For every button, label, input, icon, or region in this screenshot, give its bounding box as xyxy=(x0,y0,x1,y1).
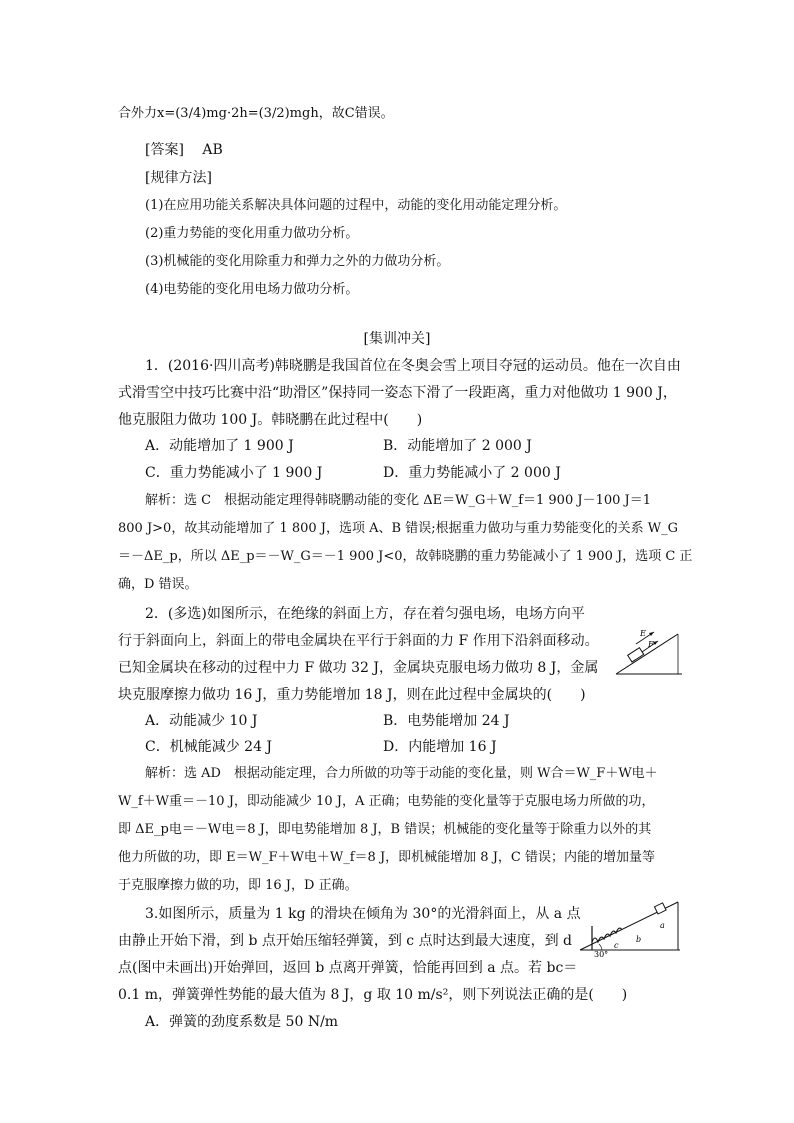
top-formula-line: 合外力x=(3/4)mg·2h=(3/2)mgh，故C错误。 xyxy=(118,106,394,121)
metal-block xyxy=(628,648,644,662)
q1-solution-4: 确，D 错误。 xyxy=(118,577,198,592)
q2-line-2: 行于斜面向上，斜面上的带电金属块在平行于斜面的力 F 作用下沿斜面移动。 xyxy=(118,633,599,649)
q2-solution-4: 他力所做的功，即 E＝W_F＋W电＋W_f＝8 J，即机械能增加 8 J，C 错误；内能的增加量等 xyxy=(118,850,655,865)
method-4: (4)电势能的变化用电场力做功分析。 xyxy=(145,282,359,297)
spring xyxy=(592,928,622,942)
field-e-arrowhead xyxy=(649,632,654,636)
q2-line-1: 2．(多选)如图所示，在绝缘的斜面上方，存在着匀强电场，电场方向平 xyxy=(145,606,585,622)
q2-solution-2: W_f＋W重＝－10 J，即动能减少 10 J，A 正确；电势能的变化量等于克服电场力所做的功， xyxy=(118,794,655,809)
q1-solution-2: 800 J>0，故其动能增加了 1 800 J，选项 A、B 错误;根据重力做功与重力势能变化的关系 W_G xyxy=(118,521,678,536)
label-e: E xyxy=(640,629,646,638)
q2-option-d: D．内能增加 16 J xyxy=(383,739,497,755)
method-title: [规律方法] xyxy=(145,170,212,186)
method-1: (1)在应用功能关系解决具体问题的过程中，动能的变化用动能定理分析。 xyxy=(145,198,567,213)
q3-line-2: 由静止开始下滑，到 b 点开始压缩轻弹簧，到 c 点时达到最大速度，到 d xyxy=(118,933,573,949)
q2-incline-figure xyxy=(612,630,684,678)
q1-solution-1: 解析：选 C 根据动能定理得韩晓鹏动能的变化 ΔE＝W_G＋W_f＝1 900 J－100 J＝1 xyxy=(145,493,651,508)
q3-line-1: 3.如图所示，质量为 1 kg 的滑块在倾角为 30°的光滑斜面上，从 a 点 xyxy=(145,906,581,922)
q2-solution-1: 解析：选 AD 根据动能定理，合力所做的功等于动能的变化量，则 W合＝W_F＋W电＋ xyxy=(145,766,658,781)
q1-option-c: C．重力势能减小了 1 900 J xyxy=(145,465,323,481)
q3-spring-figure xyxy=(578,898,684,959)
q2-option-b: B．电势能增加 24 J xyxy=(383,713,510,729)
q1-option-a: A．动能增加了 1 900 J xyxy=(145,438,294,454)
incline-line xyxy=(616,634,678,674)
q2-option-c: C．机械能减少 24 J xyxy=(145,739,273,755)
label-f: F xyxy=(648,640,654,649)
q3-line-4: 0.1 m，弹簧弹性势能的最大值为 8 J，g 取 10 m/s²，则下列说法正确的是( ) xyxy=(118,987,628,1003)
q2-solution-5: 于克服摩擦力做的功，即 16 J，D 正确。 xyxy=(118,878,358,893)
q2-line-3: 已知金属块在移动的过程中力 F 做功 32 J，金属块克服电场力做功 8 J，金属 xyxy=(118,660,599,676)
q2-line-4: 块克服摩擦力做功 16 J，重力势能增加 18 J，则在此过程中金属块的( ) xyxy=(118,687,586,703)
answer-label: [答案] xyxy=(145,142,184,158)
section-title: [集训冲关] xyxy=(363,331,431,347)
q1-option-b: B．动能增加了 2 000 J xyxy=(383,438,532,454)
label-angle: 30° xyxy=(594,950,609,959)
q1-option-d: D．重力势能减小了 2 000 J xyxy=(383,465,561,481)
method-2: (2)重力势能的变化用重力做功分析。 xyxy=(145,226,359,241)
answer-value: AB xyxy=(202,142,223,158)
q1-line-3: 他克服阻力做功 100 J。韩晓鹏在此过程中( ) xyxy=(118,412,423,428)
label-a: a xyxy=(660,921,665,930)
label-b: b xyxy=(636,935,642,944)
q3-line-3: 点(图中未画出)开始弹回，返回 b 点离开弹簧，恰能再回到 a 点。若 bc＝ xyxy=(118,960,578,976)
q1-solution-3: ＝－ΔE_p，所以 ΔE_p＝－W_G＝－1 900 J<0，故韩晓鹏的重力势能减小了 1 900 J，选项 C 正 xyxy=(118,549,693,564)
q3-option-a: A．弹簧的劲度系数是 50 N/m xyxy=(145,1014,339,1030)
q2-option-a: A．动能减少 10 J xyxy=(145,713,258,729)
q2-solution-3: 即 ΔE_p电＝－W电＝8 J，即电势能增加 8 J，B 错误；机械能的变化量等于除重力以外的其 xyxy=(118,822,652,837)
q1-line-1: 1．(2016·四川高考)韩晓鹏是我国首位在冬奥会雪上项目夺冠的运动员。他在一次自由 xyxy=(145,358,681,374)
q1-line-2: 式滑雪空中技巧比赛中沿“助滑区”保持同一姿态下滑了一段距离，重力对他做功 1 900 J， xyxy=(118,385,677,401)
method-3: (3)机械能的变化用除重力和弹力之外的力做功分析。 xyxy=(145,254,450,269)
answer-line xyxy=(145,140,223,160)
label-c: c xyxy=(614,941,619,950)
